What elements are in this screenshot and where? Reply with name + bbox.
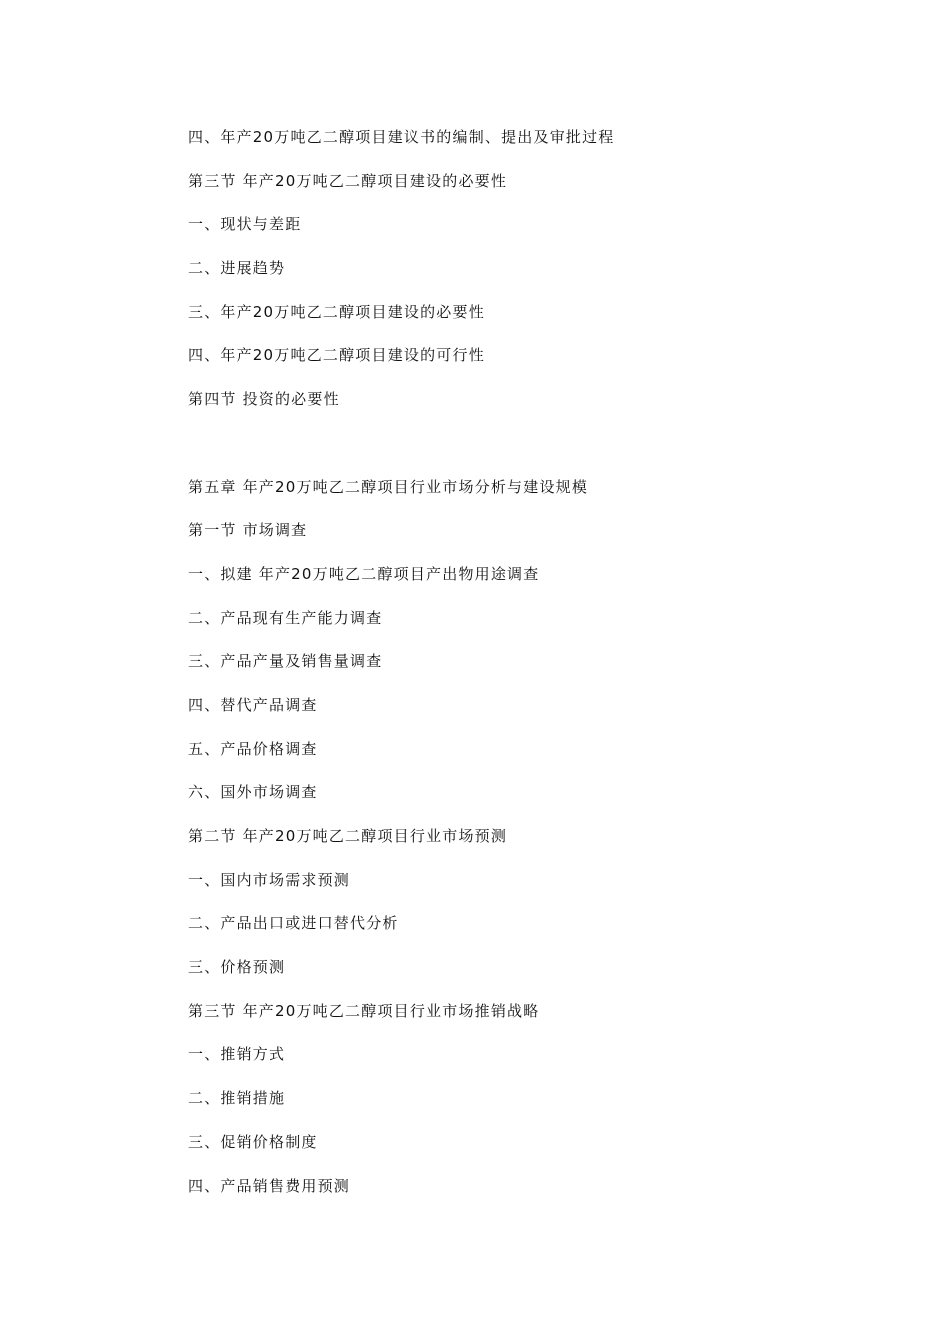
toc-item: 二、产品出口或进口替代分析 xyxy=(188,914,399,933)
toc-section-heading: 第四节 投资的必要性 xyxy=(188,390,340,409)
toc-item: 一、推销方式 xyxy=(188,1045,286,1064)
table-of-contents xyxy=(188,126,888,1218)
toc-item: 二、产品现有生产能力调查 xyxy=(188,608,383,627)
toc-item: 六、国外市场调查 xyxy=(188,783,318,802)
toc-chapter-heading: 第五章 年产20万吨乙二醇项目行业市场分析与建设规模 xyxy=(188,477,589,496)
toc-item: 四、年产20万吨乙二醇项目建设的可行性 xyxy=(188,346,485,365)
toc-section-heading: 第二节 年产20万吨乙二醇项目行业市场预测 xyxy=(188,827,508,845)
toc-item: 三、产品产量及销售量调查 xyxy=(188,652,383,671)
toc-item: 四、年产20万吨乙二醇项目建议书的编制、提出及审批过程 xyxy=(188,128,615,146)
toc-item: 一、拟建 年产20万吨乙二醇项目产出物用途调查 xyxy=(188,564,540,583)
toc-item: 四、产品销售费用预测 xyxy=(188,1176,351,1195)
toc-section-heading: 第一节 市场调查 xyxy=(188,521,308,540)
toc-item: 一、国内市场需求预测 xyxy=(188,870,351,889)
toc-section-heading: 第三节 年产20万吨乙二醇项目行业市场推销战略 xyxy=(188,1001,540,1020)
toc-item: 三、年产20万吨乙二醇项目建设的必要性 xyxy=(188,302,485,321)
toc-section-heading: 第三节 年产20万吨乙二醇项目建设的必要性 xyxy=(188,171,508,190)
toc-item: 二、推销措施 xyxy=(188,1089,286,1108)
toc-item: 一、现状与差距 xyxy=(188,215,302,234)
toc-item: 三、促销价格制度 xyxy=(188,1132,318,1151)
toc-item: 五、产品价格调查 xyxy=(188,739,318,758)
toc-item: 四、替代产品调查 xyxy=(188,695,318,714)
toc-item: 三、价格预测 xyxy=(188,958,286,977)
toc-item: 二、进展趋势 xyxy=(188,259,286,278)
